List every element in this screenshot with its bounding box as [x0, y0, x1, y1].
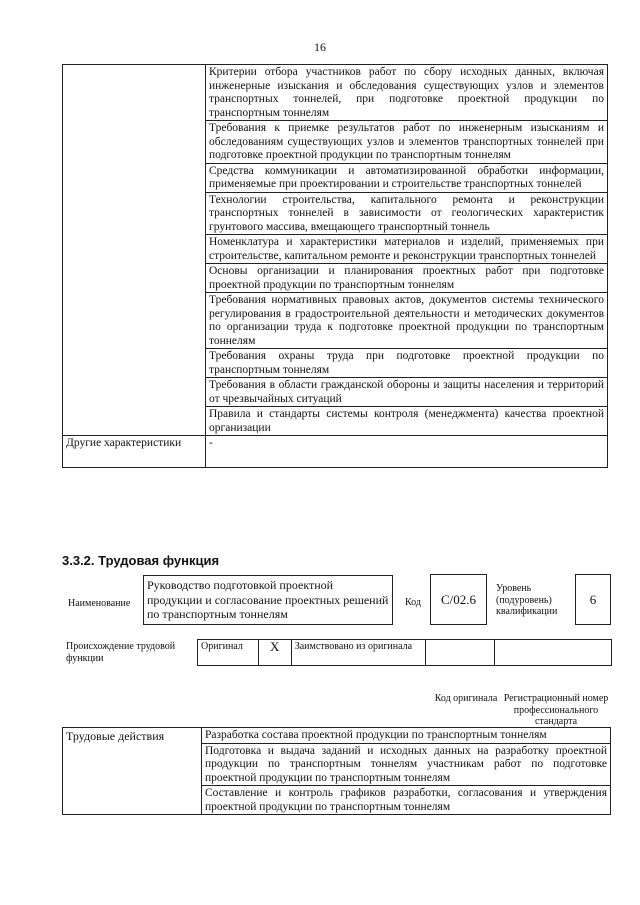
labor-actions-label: Трудовые действия [63, 728, 202, 815]
table-row [63, 65, 608, 121]
table-row [198, 640, 612, 666]
code-original-label: Код оригинала [434, 693, 498, 704]
reg-number-cell [494, 640, 611, 666]
requirement-cell: Требования охраны труда при подготовке проектной продукции по транспортным тоннелям [206, 349, 608, 378]
requirement-cell: Критерии отбора участников работ по сбору исходных данных, включая инженерные изыскания и обследования существующих узлов и элементов транспортных тоннелей, при подготовке проектной продукции по транспортным тоннелям [206, 65, 608, 121]
qualification-level-label: Уровень (подуровень) квалификации [496, 583, 558, 617]
borrowed-label: Заимствовано из оригинала [291, 640, 425, 666]
table-row [63, 728, 611, 744]
page-number: 16 [314, 40, 326, 54]
empty-label-cell [63, 65, 206, 436]
requirement-cell: Технологии строительства, капитального ремонта и реконструкции транспортных тоннелей в зависимости от геологических характеристик грунтового массива, вмещающего транспортный тоннель [206, 192, 608, 235]
table-row [63, 436, 608, 468]
section-title: 3.3.2. Трудовая функция [62, 553, 220, 568]
qualification-level-box: 6 [575, 574, 611, 625]
code-label: Код [405, 597, 421, 608]
requirement-cell: Номенклатура и характеристики материалов и изделий, применяемых при строительстве, капитальном ремонте и реконструкции транспортных тоннелей [206, 235, 608, 264]
name-label: Наименование [68, 598, 131, 609]
requirements-table [62, 64, 608, 468]
reg-number-label: Регистрационный номер профессионального стандарта [503, 693, 609, 727]
requirement-cell: Требования к приемке результатов работ по инженерным изысканиям и обследованиям существующих узлов и элементов транспортных тоннелей при подготовке проектной продукции по транспортным тоннелям [206, 121, 608, 164]
function-name-box: Руководство подготовкой проектной продукции и согласование проектных решений по транспортным тоннелям [143, 575, 393, 625]
labor-action-cell: Подготовка и выдача заданий и исходных данных на разработку проектной продукции по транспортным тоннелям участникам работ по подготовке проектной продукции по транспортным тоннелям [202, 743, 611, 786]
labor-actions-table [62, 727, 611, 815]
labor-action-cell: Разработка состава проектной продукции по транспортным тоннелям [202, 728, 611, 744]
requirement-cell: Требования нормативных правовых актов, документов системы технического регулирования в градостроительной деятельности и методических документов по организации труда к подготовке проектной продукции по транспортным тоннелям [206, 293, 608, 349]
requirement-cell: Средства коммуникации и автоматизированной обработки информации, применяемые при проектировании и строительстве транспортных тоннелей [206, 163, 608, 192]
origin-label: Происхождение трудовой функции [66, 641, 176, 664]
original-mark: X [258, 640, 291, 666]
requirement-cell: Правила и стандарты системы контроля (менеджмента) качества проектной организации [206, 407, 608, 436]
code-original-cell [425, 640, 494, 666]
original-label: Оригинал [198, 640, 259, 666]
other-characteristics-label: Другие характеристики [63, 436, 206, 468]
labor-action-cell: Составление и контроль графиков разработки, согласования и утверждения проектной продукции по транспортным тоннелям [202, 786, 611, 815]
requirement-cell: Требования в области гражданской обороны и защиты населения и территорий от чрезвычайных ситуаций [206, 378, 608, 407]
other-characteristics-value: - [206, 436, 608, 468]
function-code-box: C/02.6 [430, 574, 487, 625]
origin-table [197, 639, 612, 666]
requirement-cell: Основы организации и планирования проектных работ при подготовке проектной продукции по транспортным тоннелям [206, 264, 608, 293]
